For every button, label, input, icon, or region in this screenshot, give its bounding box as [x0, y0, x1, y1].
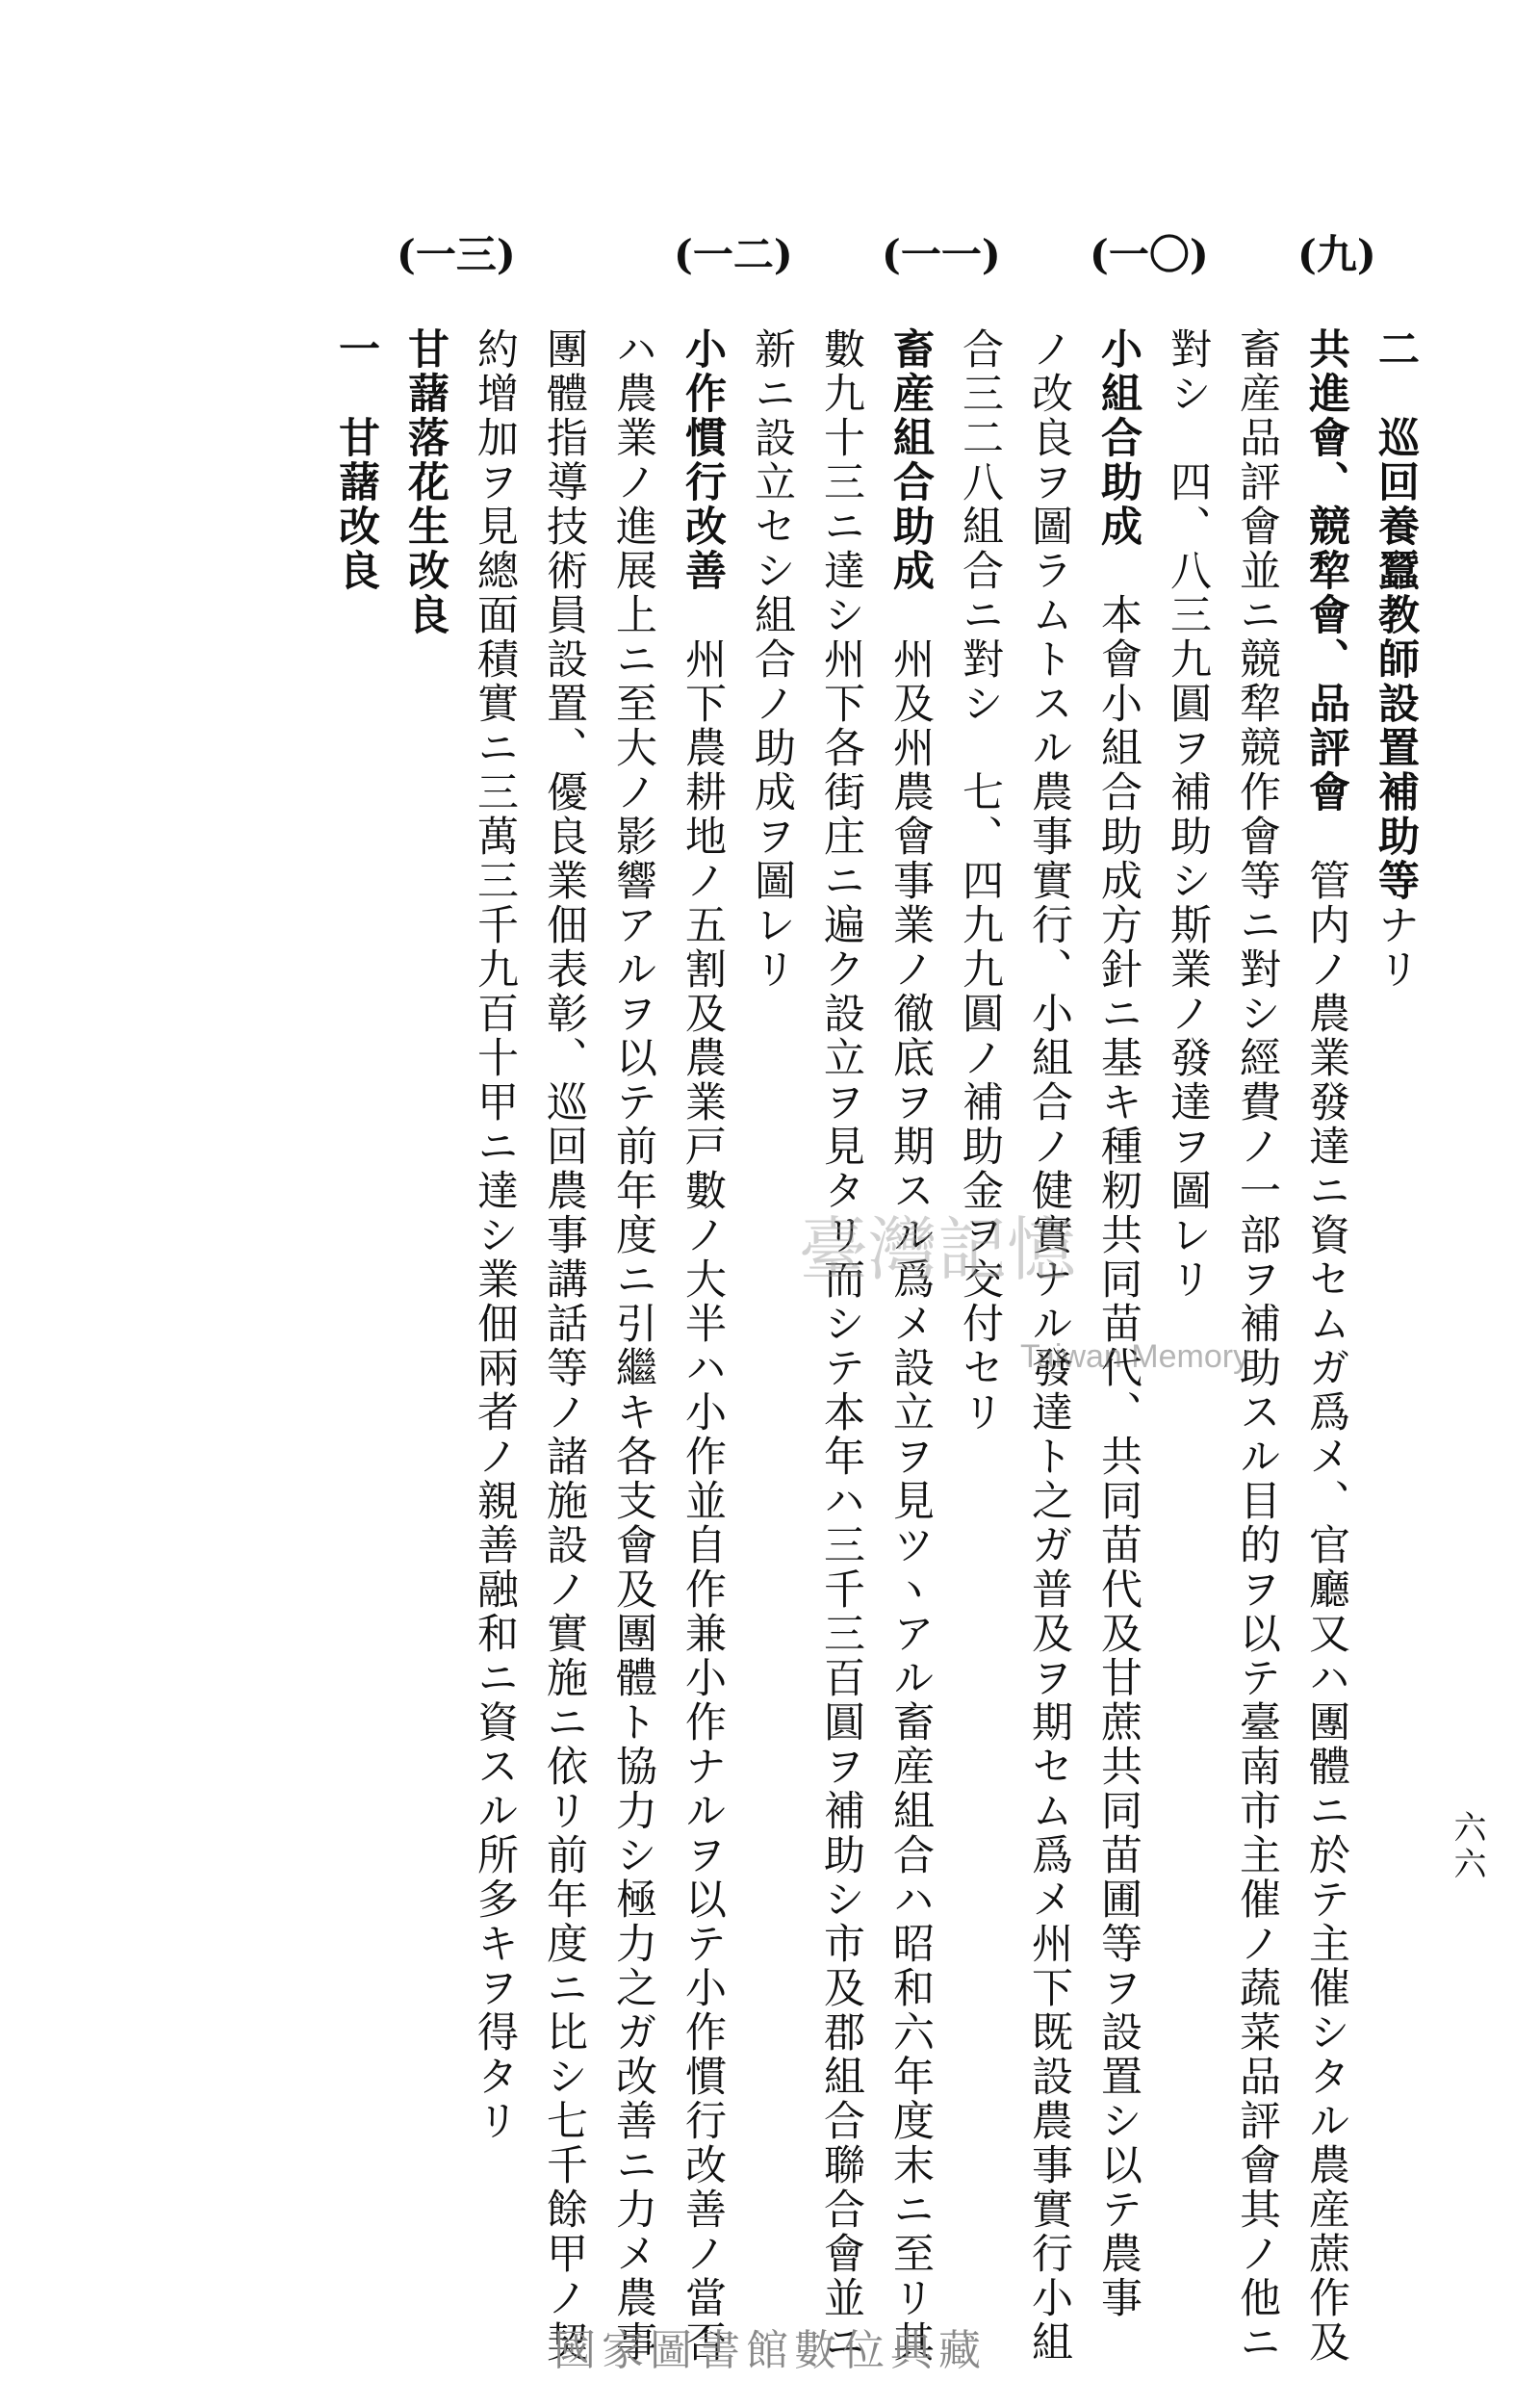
body-text: 州下農耕地ノ五割及農業戸數ノ大半ハ小作並自作兼小作ナルヲ以テ小作慣行改善ノ當否: [679, 593, 727, 2365]
column-text: [535, 327, 593, 2365]
column-text: [466, 327, 524, 2143]
body-text: 約增加ヲ見總面積實ニ三萬三千九百十甲ニ達シ業佃兩者ノ親善融和ニ資スル所多キヲ得タリ: [471, 327, 519, 2143]
heading-text: 二: [1372, 327, 1420, 372]
heading-text: 巡回養蠶教師設置補助等: [1372, 372, 1420, 903]
body-text: 畜産品評會並ニ競犂競作會等ニ對シ經費ノ一部ヲ補助スル目的ヲ以テ臺南市主催ノ蔬菜品評會其ノ他ニ: [1233, 327, 1281, 2365]
column-text: [1090, 327, 1147, 2320]
heading-text: 甘藷改良: [332, 372, 380, 593]
body-text: 新ニ設立セシ組合ノ助成ヲ圖レリ: [748, 327, 796, 992]
heading-text: 小作慣行改善: [679, 327, 727, 593]
section-number: (九): [1297, 231, 1376, 278]
body-text: 數九十三ニ達シ州下各街庄ニ遍ク設立ヲ見タリ而シテ本年ハ三千三百圓ヲ補助シ市及郡組合聯合會並ニ: [817, 327, 865, 2365]
heading-text: 甘藷落花生改良: [401, 327, 449, 637]
column-text: [604, 327, 662, 2365]
heading-text: 共進會、競犂會、品評會: [1302, 327, 1350, 815]
column-text: [743, 327, 801, 992]
column-text: [327, 327, 385, 593]
body-text: ナリ: [1372, 903, 1420, 992]
watermark-logo: 臺灣記憶: [799, 1209, 1077, 1290]
body-text: 管内ノ農業發達ニ資セムガ爲メ、官廳又ハ團體ニ於テ主催シタル農産蔗作及: [1302, 815, 1350, 2365]
body-text: 對シ 四、八三九圓ヲ補助シ斯業ノ發達ヲ圖レリ: [1164, 327, 1212, 1302]
body-text: 本會小組合助成方針ニ基キ種籾共同苗代、共同苗代及甘蔗共同苗圃等ヲ設置シ以テ農事: [1094, 549, 1142, 2320]
body-text: ノ改良ヲ圖ラムトスル農事實行、小組合ノ健實ナル發達ト之ガ普及ヲ期セム爲メ州下既設農事實行小組: [1025, 327, 1073, 2365]
column-text: [674, 327, 732, 2365]
body-text: 團體指導技術員設置、優良業佃表彰、巡回農事講話等ノ諸施設ノ實施ニ依リ前年度ニ比シ七千餘甲ノ契: [540, 327, 588, 2365]
body-text: 州及州農會事業ノ徹底ヲ期スル爲メ設立ヲ見ツヽアル畜産組合ハ昭和六年度末ニ至リ其: [886, 593, 935, 2365]
page-number: 六六: [1448, 1810, 1486, 1883]
footer-credit: 國家圖書館數位典藏: [553, 2326, 987, 2375]
heading-text: 畜産組合助成: [886, 327, 935, 593]
column-text: [1367, 327, 1424, 992]
column-text: [1159, 327, 1217, 1302]
body-text: 合三二八組合ニ對シ 七、四九九圓ノ補助金ヲ交付セリ: [956, 327, 1004, 1435]
section-number: (一三): [397, 231, 516, 278]
column-text: [397, 327, 454, 637]
heading-text: 一: [332, 327, 380, 372]
column-text: [882, 327, 939, 2365]
section-number: (一〇): [1090, 231, 1209, 278]
column-text: [1297, 327, 1355, 2365]
heading-text: 小組合助成: [1094, 327, 1142, 549]
column-text: [812, 327, 870, 2365]
section-number: (一二): [674, 231, 793, 278]
body-text: ハ農業ノ進展上ニ至大ノ影響アルヲ以テ前年度ニ引繼キ各支會及團體ト協力シ極力之ガ改善ニ力メ農事: [609, 327, 657, 2365]
watermark-subtitle: Taiwan Memory: [1020, 1338, 1250, 1375]
section-number: (一一): [882, 231, 1001, 278]
